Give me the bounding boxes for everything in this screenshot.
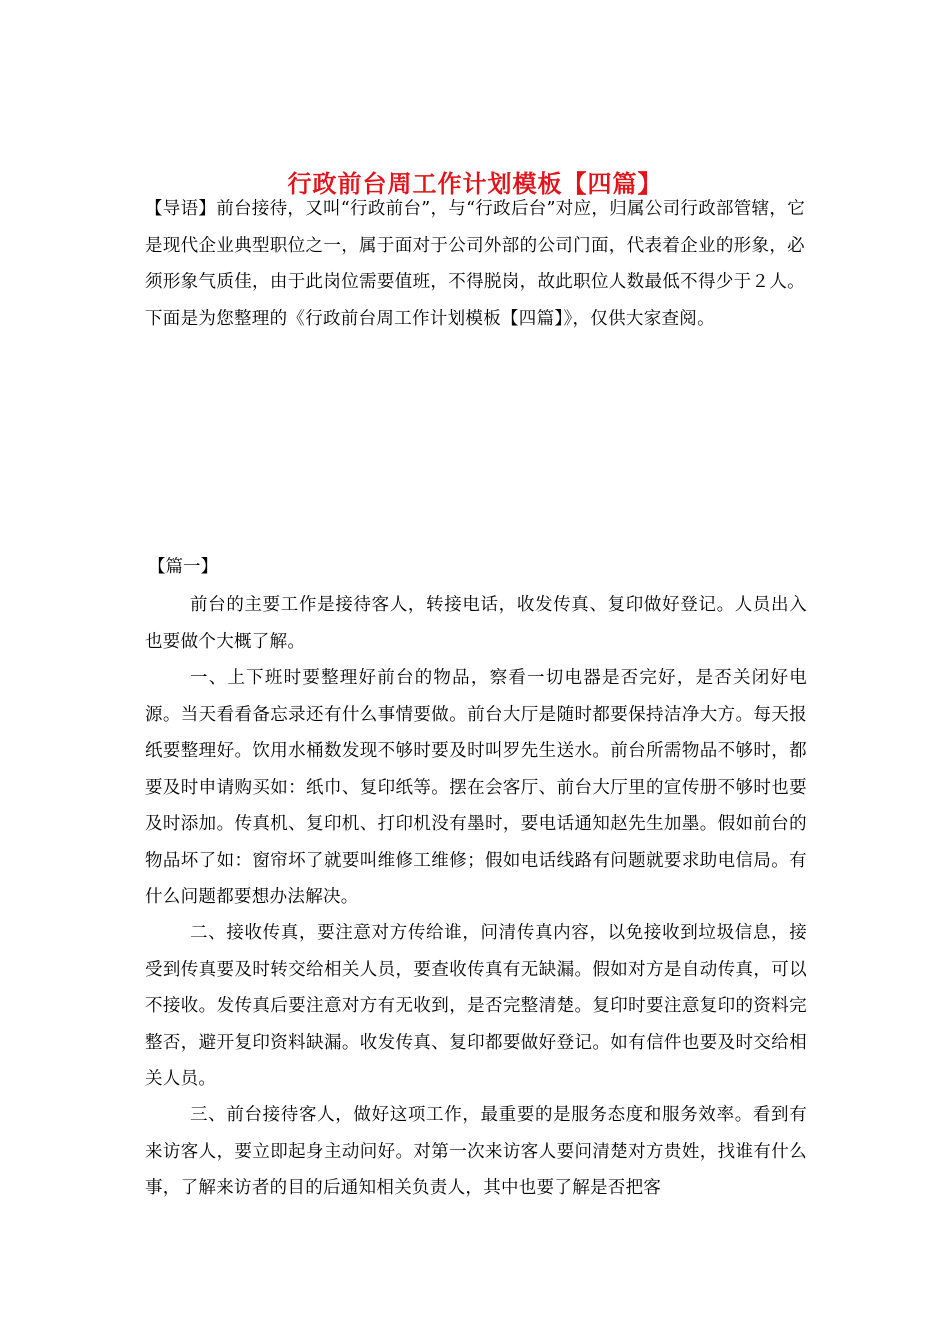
body-paragraph: 二、接收传真，要注意对方传给谁，问清传真内容，以免接收到垃圾信息，接受到传真要及时转交给相关人员，要查收传真有无缺漏。假如对方是自动传真，可以不接收。发传真后要注意对方有无收到，是否完整清楚。复印时要注意复印的资料完整否，避开复印资料缺漏。收发传真、复印都要做好登记。如有信件也要及时交给相关人员。 — [145, 923, 807, 1089]
document-title: 行政前台周工作计划模板【四篇】 — [287, 169, 663, 199]
intro-paragraph: 【导语】前台接待，又叫“行政前台”，与“行政后台”对应，归属公司行政部管辖，它是现代企业典型职位之一，属于面对于公司外部的公司门面，代表着企业的形象，必须形象气质佳，由于此岗位需要值班，不得脱岗，故此职位人数最低不得少于２人。下面是为您整理的《行政前台周工作计划模板【四篇】》，仅供大家查阅。 — [145, 199, 805, 329]
section-heading: 【篇一】 — [148, 557, 218, 577]
body-paragraph: 一、上下班时要整理好前台的物品，察看一切电器是否完好，是否关闭好电源。当天看看备忘录还有什么事情要做。前台大厅是随时都要保持洁净大方。每天报纸要整理好。饮用水桶数发现不够时要及时叫罗先生送水。前台所需物品不够时，都要及时申请购买如：纸巾、复印纸等。摆在会客厅、前台大厅里的宣传册不够时也要及时添加。传真机、复印机、打印机没有墨时，要电话通知赵先生加墨。假如前台的物品坏了如：窗帘坏了就要叫维修工维修；假如电话线路有问题就要求助电信局。有什么问题都要想办法解决。 — [145, 668, 807, 907]
body-paragraph: 前台的主要工作是接待客人，转接电话，收发传真、复印做好登记。人员出入也要做个大概了解。 — [145, 595, 807, 652]
body-paragraph: 三、前台接待客人，做好这项工作，最重要的是服务态度和服务效率。看到有来访客人，要立即起身主动问好。对第一次来访客人要问清楚对方贵姓，找谁有什么事，了解来访者的目的后通知相关负责人，其中也要了解是否把客 — [145, 1105, 807, 1198]
